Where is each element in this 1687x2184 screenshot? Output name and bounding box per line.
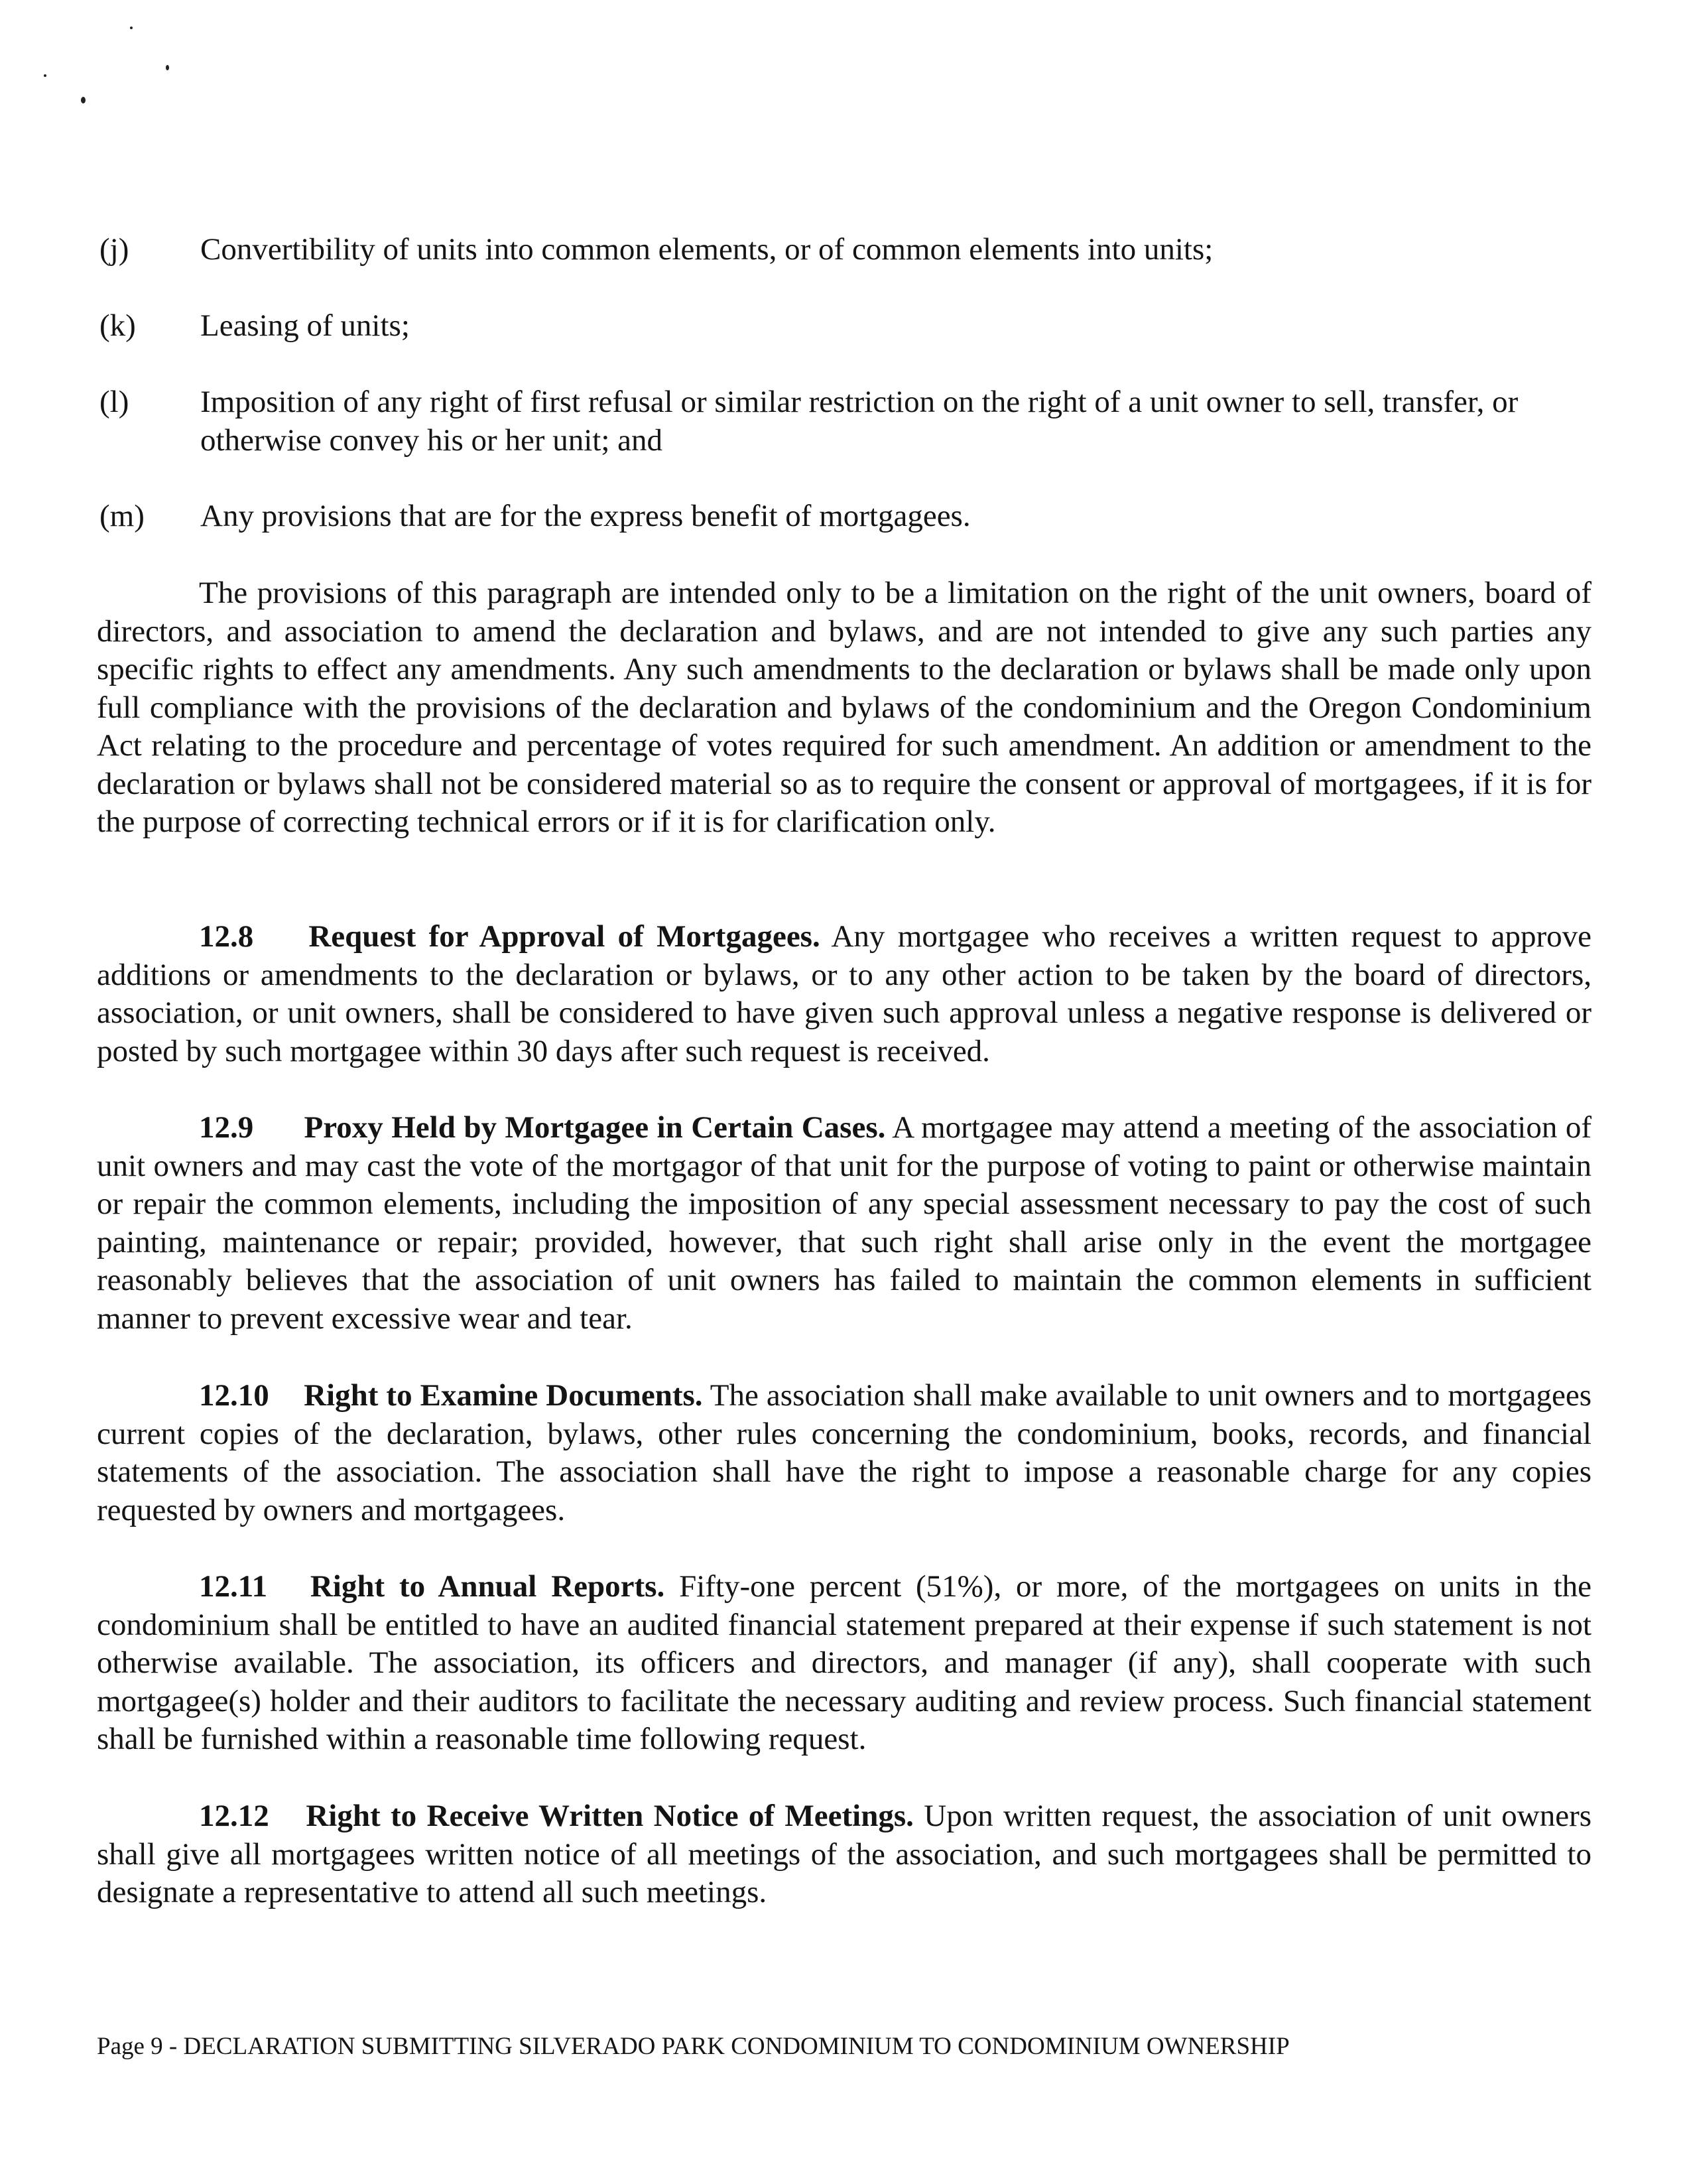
scan-speck xyxy=(130,27,133,29)
section-number: 12.8 xyxy=(199,919,254,954)
list-marker: (k) xyxy=(99,308,136,343)
intro-paragraph: The provisions of this paragraph are intended only to be a limitation on the right of the unit owners, board of directors, and association to amend the declaration and bylaws, and are not intended to give any such parties any specific rights to effect any amendments. Any such amendments to the declaration or bylaws shall be made only upon full compliance with the provisions of the declaration and bylaws of the condominium and the Oregon Condominium Act relating to the procedure and percentage of votes required for such amendment. An addition or amendment to the declaration or bylaws shall not be considered material so as to require the consent or approval of mortgagees, if it is for the purpose of correcting technical errors or if it is for clarification only. xyxy=(97,576,1592,839)
list-item-text: Any provisions that are for the express benefit of mortgagees. xyxy=(200,499,971,533)
list-item-text: Convertibility of units into common elements, or of common elements into units; xyxy=(200,232,1214,267)
section-number: 12.10 xyxy=(199,1378,269,1413)
section-heading: Right to Examine Documents. xyxy=(304,1378,703,1413)
section-12-9 xyxy=(97,1109,1592,1338)
section-heading: Request for Approval of Mortgagees. xyxy=(308,919,820,954)
section-12-12 xyxy=(97,1797,1592,1912)
section-number: 12.11 xyxy=(199,1569,268,1604)
section-12-10 xyxy=(97,1377,1592,1529)
section-text: Any mortgagee who receives a written request to approve additions or amendments to the declaration or bylaws, or to any other action to be taken by the board of directors, association, or unit owners, shall be considered to have given such approval unless a negative response is delivered or posted by such mortgagee within 30 days after such request is received. xyxy=(97,919,1592,1068)
section-number: 12.12 xyxy=(199,1799,269,1833)
list-item-text: Imposition of any right of first refusal or similar restriction on the right of a unit owner to sell, transfer, or otherwise convey his or her unit; and xyxy=(200,385,1519,458)
section-text: The association shall make available to unit owners and to mortgagees current copies of the declaration, bylaws, other rules concerning the condominium, books, records, and financial statements of the association. The association shall have the right to impose a reasonable charge for any copies requested by owners and mortgagees. xyxy=(97,1378,1592,1527)
list-marker: (m) xyxy=(99,499,145,533)
scan-speck xyxy=(81,97,86,103)
section-text: Upon written request, the association of unit owners shall give all mortgagees written notice of all meetings of the association, and such mortgagees shall be permitted to designate a representative to attend all such meetings. xyxy=(97,1799,1592,1909)
section-heading: Right to Annual Reports. xyxy=(310,1569,665,1604)
section-12-11 xyxy=(97,1568,1592,1759)
list-marker: (j) xyxy=(99,232,129,267)
section-12-8 xyxy=(97,918,1592,1070)
list-item-text: Leasing of units; xyxy=(200,308,410,343)
page-footer: Page 9 - DECLARATION SUBMITTING SILVERADO PARK CONDOMINIUM TO CONDOMINIUM OWNERSHIP xyxy=(97,2033,1290,2060)
scan-speck xyxy=(44,74,46,77)
section-text: A mortgagee may attend a meeting of the association of unit owners and may cast the vote of the mortgagor of that unit for the purpose of voting to paint or otherwise maintain or repair the common elements, including the imposition of any special assessment necessary to pay the cost of such painting, maintenance or repair; provided, however, that such right shall arise only in the event the mortgagee reasonably believes that the association of unit owners has failed to maintain the common elements in sufficient manner to prevent excessive wear and tear. xyxy=(97,1110,1592,1336)
section-text: Fifty-one percent (51%), or more, of the mortgagees on units in the condominium shall be entitled to have an audited financial statement prepared at their expense if such statement is not otherwise available. The association, its officers and directors, and manager (if any), shall cooperate with such mortgagee(s) holder and their auditors to facilitate the necessary auditing and review process. Such financial statement shall be furnished within a reasonable time following request. xyxy=(97,1569,1592,1756)
section-heading: Right to Receive Written Notice of Meetings. xyxy=(306,1799,914,1833)
section-heading: Proxy Held by Mortgagee in Certain Cases. xyxy=(304,1110,886,1145)
scan-speck xyxy=(166,65,169,70)
list-marker: (l) xyxy=(99,385,129,419)
section-number: 12.9 xyxy=(199,1110,254,1145)
